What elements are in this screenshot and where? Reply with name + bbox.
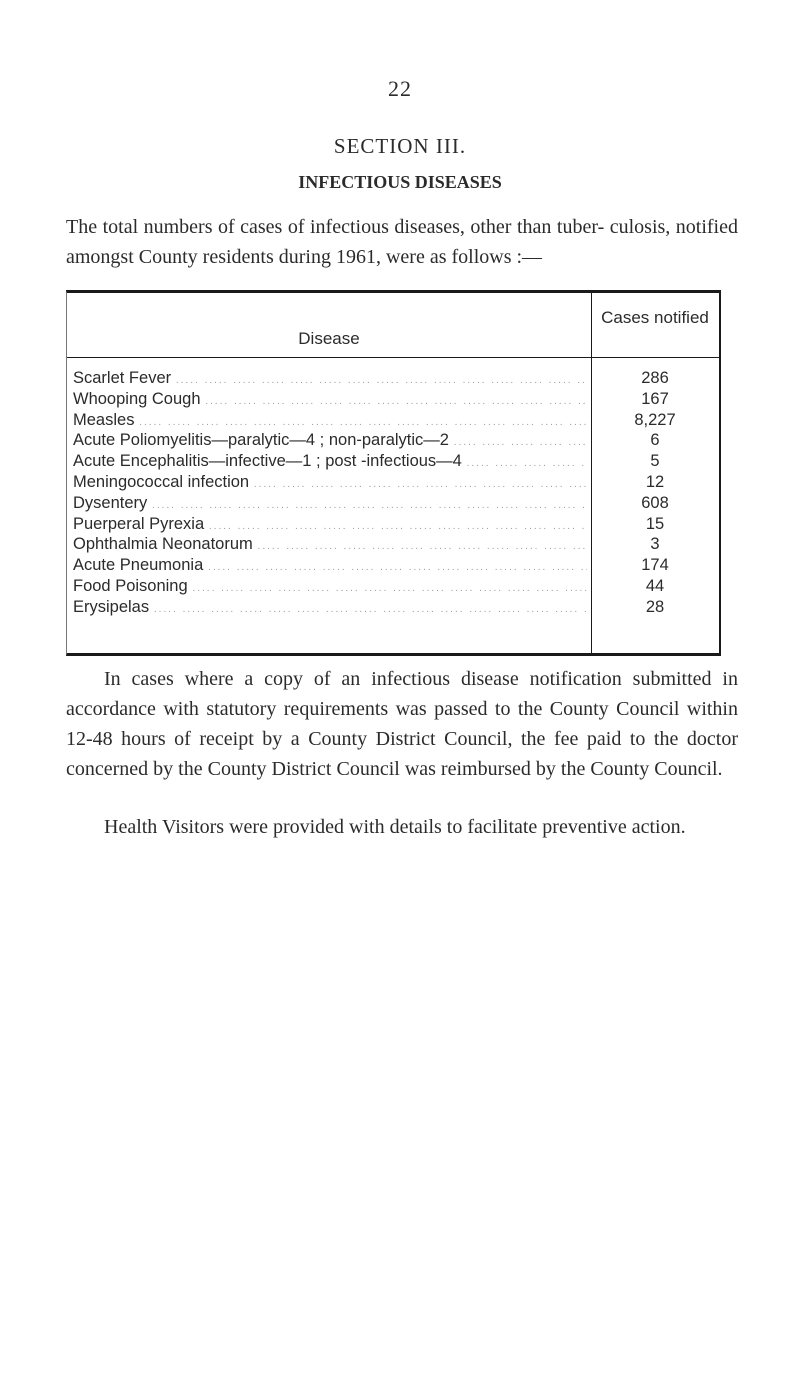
disease-name: Erysipelas ..... bbox=[73, 598, 587, 617]
disease-name: Scarlet Fever ..... bbox=[73, 369, 587, 388]
intro-paragraph: The total numbers of cases of infectious diseases, other than tuber- culosis, notified amongst County residents during 1961, were as follows :— bbox=[66, 216, 738, 268]
cases-value: 174 bbox=[641, 556, 669, 575]
cases-value: 8,227 bbox=[634, 410, 676, 429]
table-body bbox=[67, 369, 719, 619]
table-row bbox=[67, 431, 719, 452]
cases-value: 3 bbox=[650, 535, 660, 554]
cases-value: 12 bbox=[645, 472, 665, 491]
cases-value: 15 bbox=[645, 514, 665, 533]
cases-value: 5 bbox=[650, 452, 660, 471]
disease-name: Measles ..... bbox=[73, 411, 587, 430]
header-disease: Disease bbox=[298, 329, 360, 348]
section-title: SECTION III. bbox=[333, 134, 467, 158]
page-number: 22 bbox=[388, 76, 412, 101]
reimbursement-paragraph: In cases where a copy of an infectious disease notification submitted in accordance with statutory requirements was passed to the County Council within 12-48 hours of receipt by a County District Council, the fee paid to the doctor concerned by the County District Council was reimbursed by the County Council. bbox=[66, 668, 738, 780]
cases-value: 44 bbox=[645, 576, 665, 595]
table-row bbox=[67, 411, 719, 432]
cases-value: 608 bbox=[641, 493, 669, 512]
cases-value: 286 bbox=[641, 369, 669, 387]
section-subtitle: INFECTIOUS DISEASES bbox=[298, 172, 502, 192]
disease-name: Whooping Cough ..... bbox=[73, 390, 587, 409]
disease-name: Dysentery ..... bbox=[73, 494, 587, 513]
header-rule bbox=[67, 357, 719, 358]
table-row bbox=[67, 577, 719, 598]
cases-value: 6 bbox=[650, 431, 660, 450]
table-row bbox=[67, 556, 719, 577]
table-row bbox=[67, 390, 719, 411]
cases-value: 28 bbox=[645, 597, 665, 616]
disease-name: Puerperal Pyrexia ..... bbox=[73, 515, 587, 534]
table-row bbox=[67, 515, 719, 536]
cases-value: 167 bbox=[641, 389, 669, 408]
notifications-table bbox=[66, 290, 721, 656]
disease-name: Ophthalmia Neonatorum ..... bbox=[73, 535, 587, 554]
table-row bbox=[67, 452, 719, 473]
table-row bbox=[67, 494, 719, 515]
health-visitors-paragraph: Health Visitors were provided with details to facilitate preventive action. bbox=[104, 816, 686, 838]
table-row bbox=[67, 535, 719, 556]
disease-name: Acute Encephalitis—infective—1 ; post -infectious—4 ..... bbox=[73, 452, 587, 471]
disease-name: Acute Poliomyelitis—paralytic—4 ; non-paralytic—2 ..... bbox=[73, 431, 587, 450]
disease-name: Meningococcal infection ..... bbox=[73, 473, 587, 492]
table-row bbox=[67, 598, 719, 619]
table-row bbox=[67, 369, 719, 390]
table-row bbox=[67, 473, 719, 494]
disease-name: Food Poisoning ..... bbox=[73, 577, 587, 596]
disease-name: Acute Pneumonia ..... bbox=[73, 556, 587, 575]
header-cases-notified: Cases notified bbox=[601, 308, 709, 327]
